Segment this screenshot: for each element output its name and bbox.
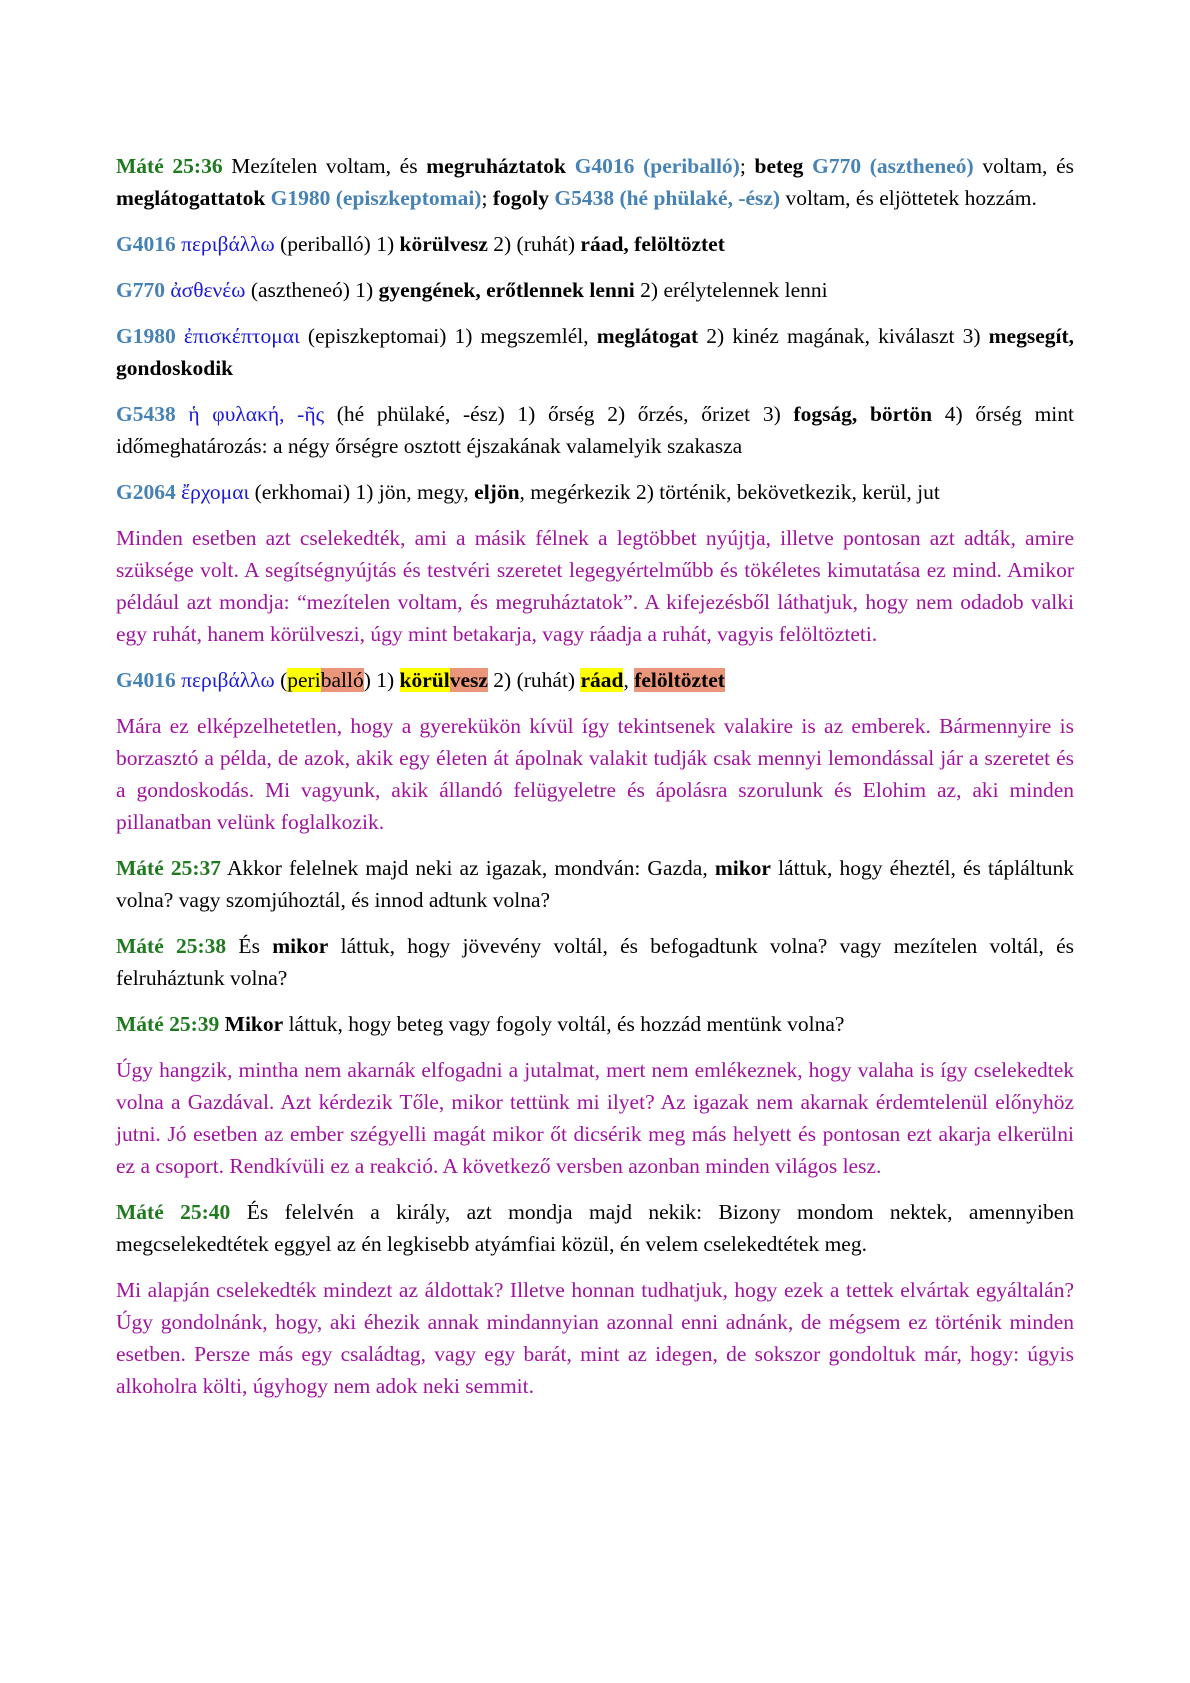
bold-text: körülvesz bbox=[399, 232, 488, 256]
verse-paragraph bbox=[116, 1196, 1074, 1260]
bold-text: gyengének, erőtlennek lenni bbox=[378, 278, 635, 302]
text-segment: És bbox=[226, 934, 273, 958]
bold-text: fogság, börtön bbox=[793, 402, 933, 426]
text-segment: láttuk, hogy beteg vagy fogoly voltál, és hozzád mentünk volna? bbox=[283, 1012, 845, 1036]
text-segment: (hé phülaké, -ész) 1) őrség 2) őrzés, őrizet 3) bbox=[324, 402, 794, 426]
definition-paragraph bbox=[116, 320, 1074, 384]
verse-paragraph bbox=[116, 150, 1074, 214]
strong-number: G770 (asztheneó) bbox=[812, 154, 974, 178]
highlighted-text: ráad bbox=[580, 668, 624, 692]
text-segment: 2) (ruhát) bbox=[487, 668, 581, 692]
bold-text: mikor bbox=[714, 856, 771, 880]
greek-word: ἀσθενέω bbox=[164, 278, 246, 302]
bold-text: fogoly bbox=[492, 186, 549, 210]
verse-reference: Máté 25:36 bbox=[116, 154, 223, 178]
text-segment: Akkor felelnek majd neki az igazak, mondván: Gazda, bbox=[221, 856, 715, 880]
commentary-paragraph bbox=[116, 710, 1074, 838]
strong-number: G1980 (episzkeptomai) bbox=[270, 186, 482, 210]
definition-paragraph bbox=[116, 274, 1074, 306]
text-segment: ) 1) bbox=[363, 668, 400, 692]
verse-paragraph bbox=[116, 930, 1074, 994]
verse-reference: Máté 25:40 bbox=[116, 1200, 231, 1224]
bold-text: megruháztatok bbox=[426, 154, 566, 178]
text-segment: És felelvén a király, azt mondja majd nekik: Bizony mondom nektek, amennyiben megcselekedtétek eggyel az én legkisebb atyámfiai közül, én velem cselekedtétek meg. bbox=[116, 1200, 1074, 1256]
verse-reference: Máté 25:37 bbox=[116, 856, 222, 880]
strong-number: G1980 bbox=[116, 324, 176, 348]
text-segment: voltam, és eljöttetek hozzám. bbox=[780, 186, 1037, 210]
highlighted-text: felöltöztet bbox=[634, 668, 725, 692]
text-segment: 2) kinéz magának, kiválaszt 3) bbox=[698, 324, 989, 348]
text-segment: (episzkeptomai) 1) megszemlél, bbox=[299, 324, 597, 348]
definition-paragraph bbox=[116, 476, 1074, 508]
strong-number: G770 bbox=[116, 278, 165, 302]
text-segment: láttuk, hogy jövevény voltál, és befogadtunk volna? vagy mezítelen voltál, és felruháztunk volna? bbox=[116, 934, 1075, 990]
strong-number: G5438 bbox=[116, 402, 176, 426]
text-segment bbox=[566, 154, 575, 178]
text-segment: (periballó) 1) bbox=[274, 232, 400, 256]
text-segment: 4) őrség mint időmeghatározás: a négy őrségre osztott éjszakának valamelyik szakasza bbox=[116, 402, 1074, 458]
text-segment: Úgy hangzik, mintha nem akarnák elfogadni a jutalmat, mert nem emlékeznek, hogy valaha is így cselekedtek volna a Gazdával. Azt kérdezik Tőle, mikor tettünk mi ilyet? Az igazak nem akarnak érdemtelenül előnyhöz jutni. Jó esetben az ember szégyelli magát mikor őt dicsérik meg más helyett és pontosan ezt akarja elkerülni ez a csoport. Rendkívüli ez a reakció. A következő versben azonban minden világos lesz. bbox=[116, 1058, 1074, 1178]
verse-reference: Máté 25:38 bbox=[116, 934, 227, 958]
verse-reference: Máté 25:39 bbox=[116, 1012, 220, 1036]
bold-text: meglátogat bbox=[596, 324, 699, 348]
greek-word: ἐπισκέπτομαι bbox=[175, 324, 300, 348]
strong-number: G4016 bbox=[116, 232, 176, 256]
text-segment: , megérkezik 2) történik, bekövetkezik, kerül, jut bbox=[519, 480, 940, 504]
text-segment: voltam, és bbox=[973, 154, 1075, 178]
text-segment: (erkhomai) 1) jön, megy, bbox=[249, 480, 475, 504]
bold-text: Mikor bbox=[224, 1012, 284, 1036]
commentary-paragraph bbox=[116, 1274, 1074, 1402]
text-segment: láttuk, hogy éheztél, és tápláltunk volna? vagy szomjúhoztál, és innod adtunk volna? bbox=[116, 856, 1074, 912]
text-segment: ( bbox=[274, 668, 288, 692]
text-segment bbox=[803, 154, 812, 178]
bold-text: meglátogattatok bbox=[116, 186, 266, 210]
text-segment: Mezítelen voltam, és bbox=[222, 154, 427, 178]
strong-number: G5438 (hé phülaké, -ész) bbox=[554, 186, 781, 210]
text-segment: 2) erélytelennek lenni bbox=[634, 278, 828, 302]
greek-word: περιβάλλω bbox=[175, 668, 275, 692]
definition-paragraph bbox=[116, 228, 1074, 260]
verse-paragraph bbox=[116, 852, 1074, 916]
text-segment: (asztheneó) 1) bbox=[245, 278, 379, 302]
bold-text: beteg bbox=[754, 154, 804, 178]
bold-text: mikor bbox=[272, 934, 329, 958]
text-segment: , bbox=[623, 668, 635, 692]
definition-paragraph bbox=[116, 664, 1074, 696]
bold-text: ráad, felöltöztet bbox=[580, 232, 725, 256]
text-segment: ; bbox=[739, 154, 755, 178]
commentary-paragraph bbox=[116, 1054, 1074, 1182]
document-page bbox=[116, 150, 1074, 1416]
strong-number: G2064 bbox=[116, 480, 176, 504]
highlighted-text: vesz bbox=[449, 668, 488, 692]
definition-paragraph bbox=[116, 398, 1074, 462]
commentary-paragraph bbox=[116, 522, 1074, 650]
text-segment: Mára ez elképzelhetetlen, hogy a gyerekükön kívül így tekintsenek valakire is az emberek. Bármennyire is borzasztó a példa, de azok, akik egy életen át ápolnak valakit tudják csak mennyi lemondással jár a szeretet és a gondoskodás. Mi vagyunk, akik állandó felügyeletre és ápolásra szorulunk és Elohim az, aki minden pillanatban velünk foglalkozik. bbox=[116, 714, 1074, 834]
text-segment: Minden esetben azt cselekedték, ami a másik félnek a legtöbbet nyújtja, illetve pontosan azt adták, amire szüksége volt. A segítségnyújtás és testvéri szeretet legegyértelműbb és tökéletes kimutatása ez mind. Amikor például azt mondja: “mezítelen voltam, és megruháztatok”. A kifejezésből láthatjuk, hogy nem odadob valki egy ruhát, hanem körülveszi, úgy mint betakarja, vagy ráadja a ruhát, vagyis felöltözteti. bbox=[116, 526, 1074, 646]
greek-word: ἔρχομαι bbox=[175, 480, 250, 504]
text-segment: Mi alapján cselekedték mindezt az áldottak? Illetve honnan tudhatjuk, hogy ezek a tettek elvártak egyáltalán? Úgy gondolnánk, hogy, aki éhezik annak mindannyian azonnal enni adnánk, de mégsem ez történik minden esetben. Persze más egy családtag, vagy egy barát, mint az idegen, de sokszor gondoltuk már, hogy: úgyis alkoholra költi, úgyhogy nem adok neki semmit. bbox=[116, 1278, 1074, 1398]
strong-number: G4016 bbox=[116, 668, 176, 692]
bold-text: megsegít, gondoskodik bbox=[116, 324, 1074, 380]
greek-word: περιβάλλω bbox=[175, 232, 275, 256]
strong-number: G4016 (periballó) bbox=[574, 154, 740, 178]
greek-word: ἡ φυλακή, -ῆς bbox=[175, 402, 325, 426]
highlighted-text: peri bbox=[287, 668, 321, 692]
highlighted-text: körül bbox=[399, 668, 450, 692]
highlighted-text: balló bbox=[320, 668, 364, 692]
text-segment: ; bbox=[481, 186, 493, 210]
bold-text: eljön bbox=[474, 480, 520, 504]
verse-paragraph bbox=[116, 1008, 1074, 1040]
text-segment: 2) (ruhát) bbox=[487, 232, 581, 256]
